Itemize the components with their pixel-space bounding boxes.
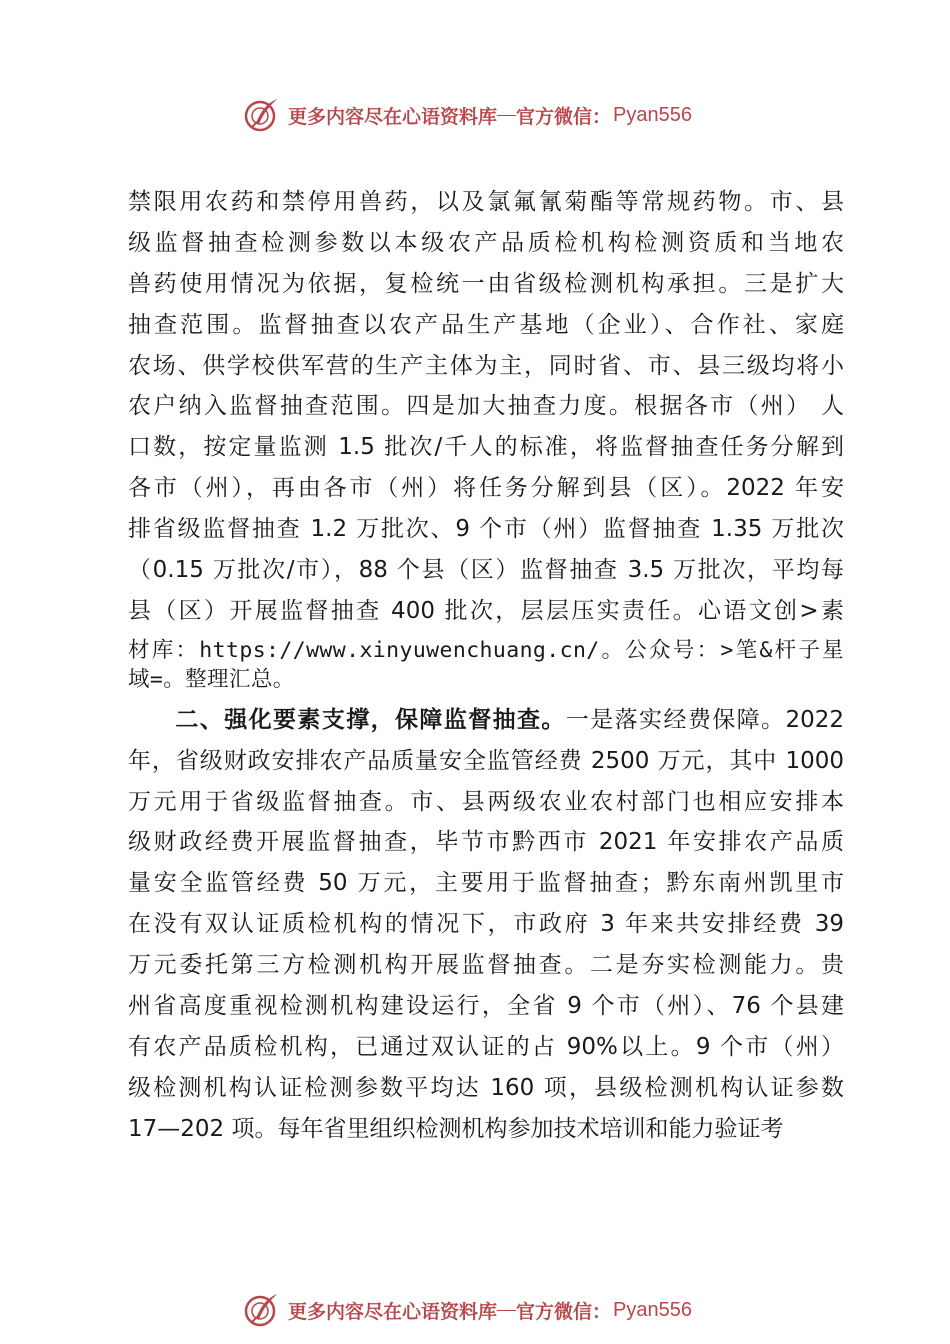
text-line: 县（区）开展监督抽查 400 批次，层层压实责任。心语文创>素 — [128, 597, 844, 624]
quill-logo-icon — [244, 97, 280, 133]
text-line: 万元用于省级监督抽查。市、县两级农业农村部门也相应安排本 — [128, 788, 844, 815]
text-line: 州省高度重视检测机构建设运行，全省 9 个市（州）、76 个县建 — [128, 993, 844, 1020]
text-line: 级检测机构认证检测参数平均达 160 项，县级检测机构认证参数 — [128, 1074, 844, 1101]
text-line: 17—202 项。每年省里组织检测机构参加技术培训和能力验证考 — [128, 1115, 784, 1142]
text-line: 农场、供学校供军营的生产主体为主，同时省、市、县三级均将小 — [128, 352, 844, 379]
text-line: 年，省级财政安排农产品质量安全监管经费 2500 万元，其中 1000 — [128, 747, 844, 774]
paragraph-1 — [128, 182, 844, 694]
text-line: 各市（州），再由各市（州）将任务分解到县（区）。2022 年安 — [128, 475, 844, 502]
document-body — [128, 182, 844, 1150]
text-line: （0.15 万批次/市），88 个县（区）监督抽查 3.5 万批次，平均每 — [128, 557, 844, 584]
paragraph-2-first-line — [128, 700, 844, 741]
banner-wechat-label: 官方微信： — [516, 105, 612, 128]
banner-title: 更多内容尽在心语资料库 — [288, 105, 498, 128]
banner-wechat-id: Pyan556 — [613, 1298, 692, 1321]
text-line: 级财政经费开展监督抽查，毕节市黔西市 2021 年安排农产品质 — [128, 829, 844, 856]
banner-wechat-id: Pyan556 — [613, 103, 692, 126]
text-line: 兽药使用情况为依据，复检统一由省级检测机构承担。三是扩大 — [128, 270, 844, 297]
text-line: 抽查范围。监督抽查以农产品生产基地（企业）、合作社、家庭 — [128, 311, 844, 338]
source-line: 材库：https://www.xinyuwenchuang.cn/。公众号：>笔&杆子星 — [128, 637, 844, 663]
banner-wechat-label: 官方微信： — [516, 1300, 612, 1323]
heading-line-rest: 一是落实经费保障。2022 — [565, 706, 844, 733]
paragraph-2 — [128, 700, 844, 1150]
text-line: 农户纳入监督抽查范围。四是加大抽查力度。根据各市（州） 人 — [128, 393, 844, 420]
text-line: 级监督抽查检测参数以本级农产品质检机构检测资质和当地农 — [128, 229, 844, 256]
source-line: 域=。整理汇总。 — [128, 666, 295, 692]
text-line: 万元委托第三方检测机构开展监督抽查。二是夯实检测能力。贵 — [128, 952, 844, 979]
text-line: 口数，按定量监测 1.5 批次/千人的标准，将监督抽查任务分解到 — [128, 434, 844, 461]
text-line: 在没有双认证质检机构的情况下，市政府 3 年来共安排经费 39 — [128, 911, 844, 938]
text-line: 有农产品质检机构，已通过双认证的占 90%以上。9 个市（州） — [128, 1033, 844, 1060]
footer-banner — [244, 1291, 692, 1329]
text-line: 排省级监督抽查 1.2 万批次、9 个市（州）监督抽查 1.35 万批次 — [128, 516, 844, 543]
text-line: 量安全监管经费 50 万元，主要用于监督抽查；黔东南州凯里市 — [128, 870, 844, 897]
header-banner — [244, 96, 692, 134]
text-line: 禁限用农药和禁停用兽药，以及氯氟氰菊酯等常规药物。市、县 — [128, 189, 844, 215]
section-heading: 二、强化要素支撑，保障监督抽查。 — [174, 706, 566, 733]
banner-separator: — — [497, 1299, 517, 1320]
quill-logo-icon — [244, 1292, 280, 1328]
banner-title: 更多内容尽在心语资料库 — [288, 1300, 498, 1323]
banner-separator: — — [497, 104, 517, 125]
